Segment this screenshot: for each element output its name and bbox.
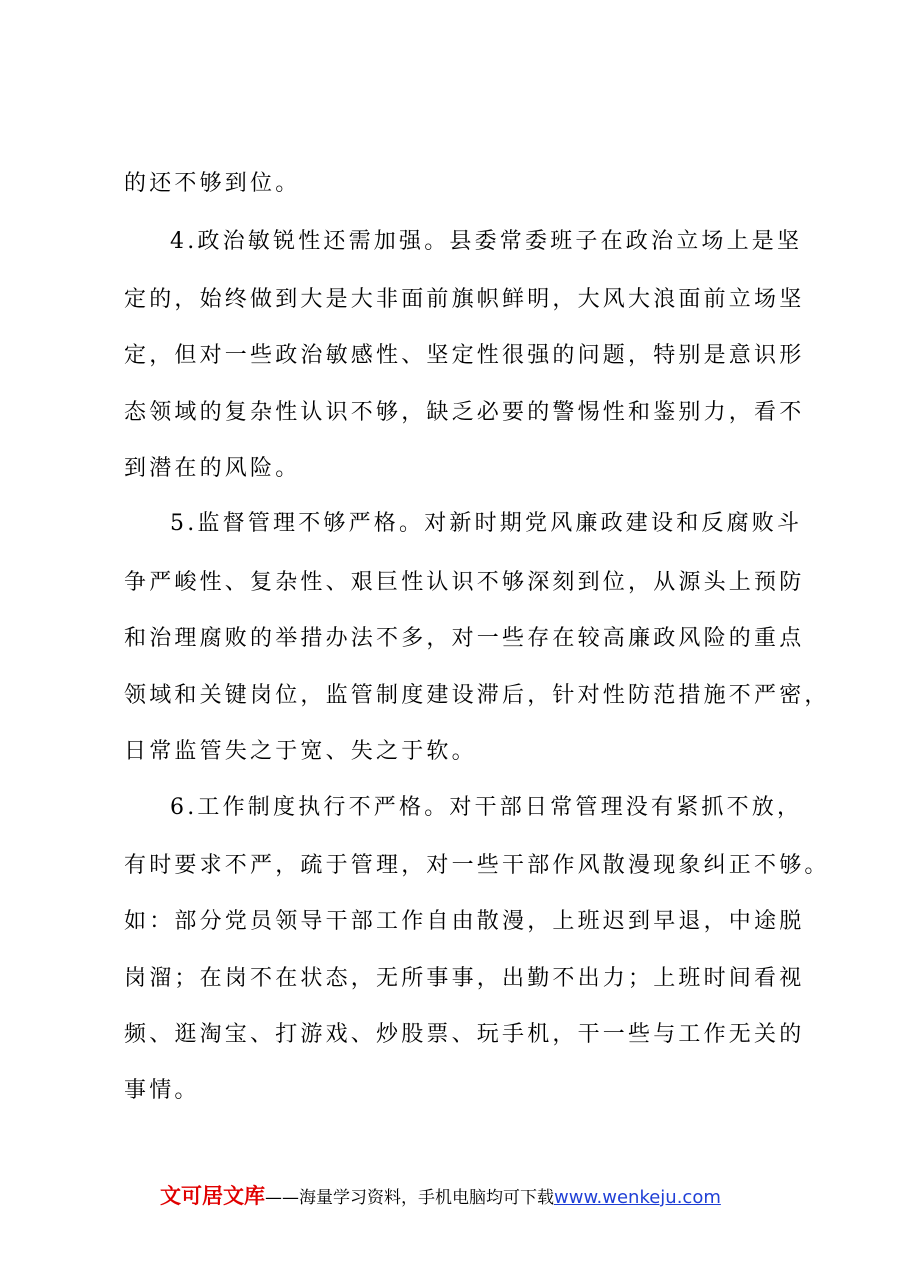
text-line: 事情。 bbox=[124, 1078, 200, 1103]
text-line: 4.政治敏锐性还需加强。县委常委班子在政治立场上是坚 bbox=[170, 229, 803, 254]
text-line: 定的，始终做到大是大非面前旗帜鲜明，大风大浪面前立场坚 bbox=[124, 287, 805, 312]
text-line: 有时要求不严，疏于管理，对一些干部作风散漫现象纠正不够。 bbox=[124, 853, 830, 878]
text-line: 争严峻性、复杂性、艰巨性认识不够深刻到位，从源头上预防 bbox=[124, 570, 805, 595]
text-line: 领域和关键岗位，监管制度建设滞后，针对性防范措施不严密， bbox=[124, 683, 830, 708]
text-line: 态领域的复杂性认识不够，缺乏必要的警惕性和鉴别力，看不 bbox=[124, 400, 805, 425]
text-line: 频、逛淘宝、打游戏、炒股票、玩手机，干一些与工作无关的 bbox=[124, 1022, 805, 1047]
text-line: 日常监管失之于宽、失之于软。 bbox=[124, 739, 477, 764]
footer-brand: 文可居文库 bbox=[160, 1184, 265, 1208]
text-line: 的还不够到位。 bbox=[124, 171, 301, 196]
footer-url-link[interactable]: www.wenkeju.com bbox=[554, 1187, 721, 1208]
text-line: 到潜在的风险。 bbox=[124, 456, 301, 481]
footer-banner bbox=[160, 1181, 721, 1211]
text-line: 6.工作制度执行不严格。对干部日常管理没有紧抓不放， bbox=[170, 795, 803, 820]
footer-slogan: ——海量学习资料，手机电脑均可下载 bbox=[265, 1188, 554, 1208]
text-line: 定，但对一些政治敏感性、坚定性很强的问题，特别是意识形 bbox=[124, 343, 805, 368]
text-line: 岗溜；在岗不在状态，无所事事，出勤不出力；上班时间看视 bbox=[124, 966, 805, 991]
text-line: 如：部分党员领导干部工作自由散漫，上班迟到早退，中途脱 bbox=[124, 909, 805, 934]
text-line: 和治理腐败的举措办法不多，对一些存在较高廉政风险的重点 bbox=[124, 626, 805, 651]
text-line: 5.监督管理不够严格。对新时期党风廉政建设和反腐败斗 bbox=[170, 511, 803, 536]
